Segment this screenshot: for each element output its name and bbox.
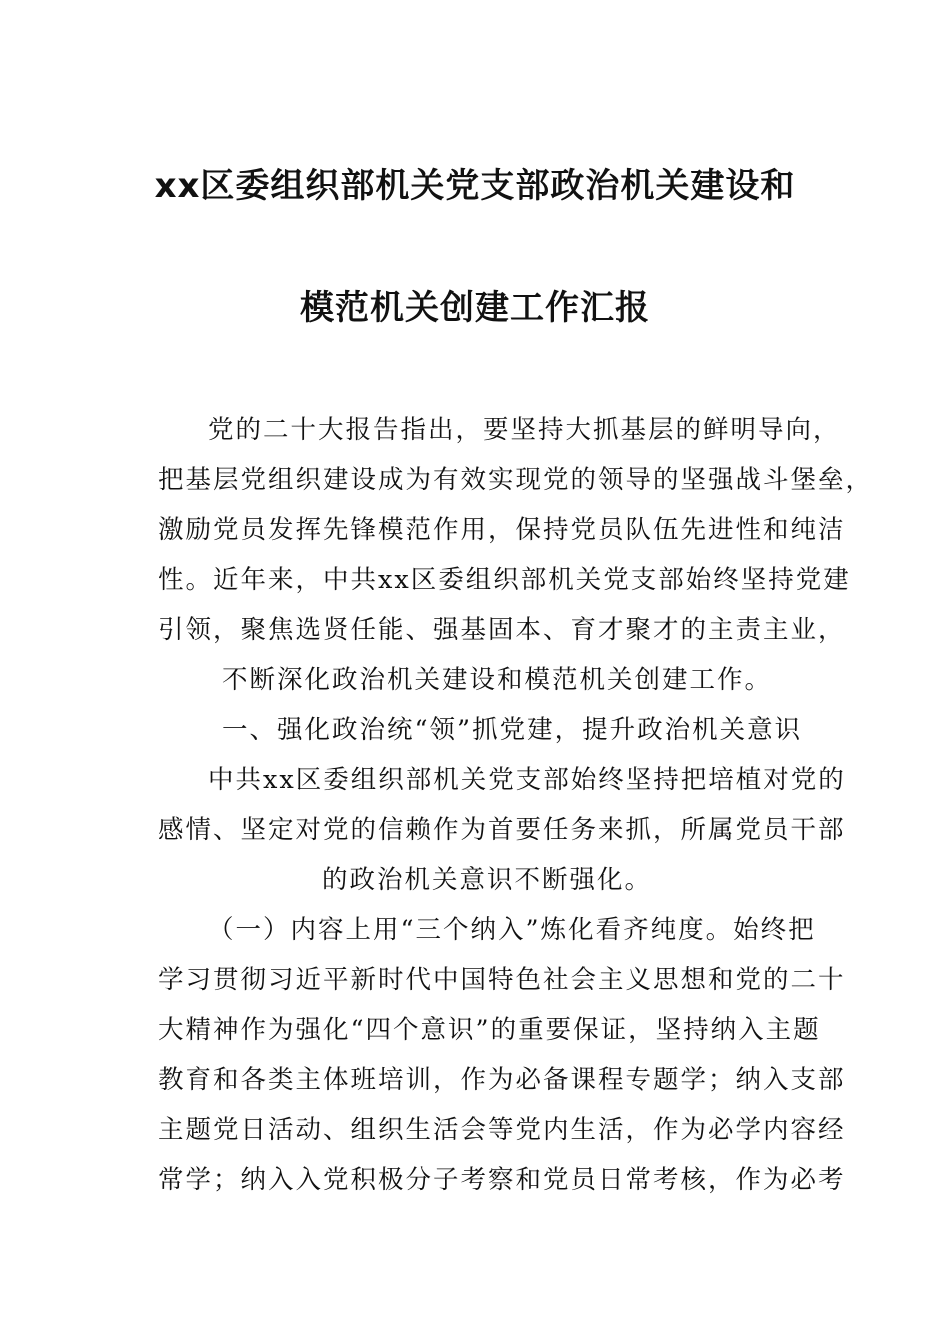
paragraph-line: 性。近年来，中共xx区委组织部机关党支部始终坚持党建 xyxy=(158,565,851,595)
paragraph-line: 引领，聚焦选贤任能、强基固本、育才聚才的主责主业， xyxy=(158,615,846,645)
paragraph-line: （一）内容上用“三个纳入”炼化看齐纯度。始终把 xyxy=(208,915,816,945)
paragraph-line: 党的二十大报告指出，要坚持大抓基层的鲜明导向， xyxy=(208,415,841,445)
section-heading: 一、强化政治统“领”抓党建，提升政治机关意识 xyxy=(222,715,803,745)
document-title-line-1: xx区委组织部机关党支部政治机关建设和 xyxy=(154,166,796,206)
paragraph-line: 大精神作为强化“四个意识”的重要保证，坚持纳入主题 xyxy=(158,1015,821,1045)
paragraph-line: 主题党日活动、组织生活会等党内生活，作为必学内容经 xyxy=(158,1115,846,1145)
paragraph-line: 学习贯彻习近平新时代中国特色社会主义思想和党的二十 xyxy=(158,965,846,995)
paragraph-line: 中共xx区委组织部机关党支部始终坚持把培植对党的 xyxy=(208,765,846,795)
paragraph-line: 的政治机关意识不断强化。 xyxy=(322,865,653,895)
paragraph-line: 感情、坚定对党的信赖作为首要任务来抓，所属党员干部 xyxy=(158,815,846,845)
paragraph-line: 不断深化政治机关建设和模范机关创建工作。 xyxy=(222,665,773,695)
paragraph-line: 常学；纳入入党积极分子考察和党员日常考核，作为必考 xyxy=(158,1165,846,1195)
document-title-line-2: 模范机关创建工作汇报 xyxy=(300,288,650,328)
paragraph-line: 教育和各类主体班培训，作为必备课程专题学；纳入支部 xyxy=(158,1065,846,1095)
paragraph-line: 激励党员发挥先锋模范作用，保持党员队伍先进性和纯洁 xyxy=(158,515,846,545)
paragraph-line: 把基层党组织建设成为有效实现党的领导的坚强战斗堡垒， xyxy=(158,465,874,495)
